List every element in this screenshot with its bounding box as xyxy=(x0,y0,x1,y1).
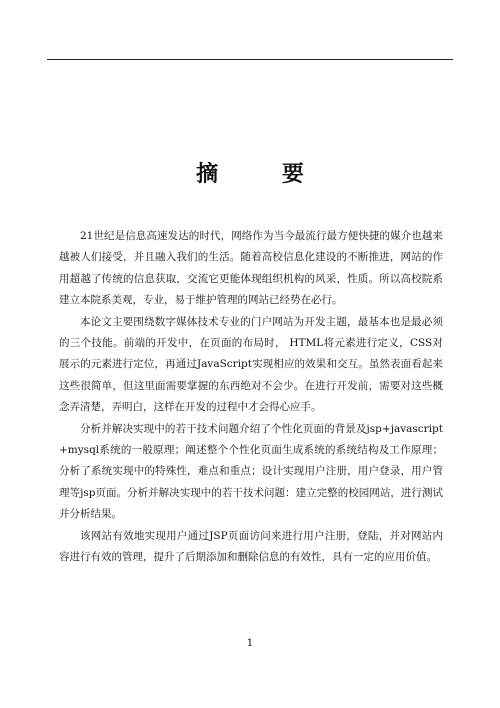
abstract-body xyxy=(59,226,443,569)
abstract-paragraph-1: 21世纪是信息高速发达的时代，网络作为当今最流行最方便快捷的媒介也越来越被人们接受，并且融入我们的生活。随着高校信息化建设的不断推进，网站的作用超越了传统的信息获取，交流它更能体现组织机构的风采，性质。所以高校院系建立本院系美观，专业，易于维护管理的网站已经势在必行。 xyxy=(59,230,443,307)
page-title: 摘 要 xyxy=(196,162,332,187)
abstract-paragraph-3: 分析并解决实现中的若干技术问题介绍了个性化页面的背景及jsp+javascript +mysql系统的一般原理；阐述整个个性化页面生成系统的系统结构及工作原理；分析了系统实现中的特殊性，难点和重点；设计实现用户注册，用户登录，用户管理等jsp页面。分析并解决实现中的若干技术问题：建立完整的校园网站，进行测试并分析结果。 xyxy=(59,422,443,521)
abstract-paragraph-2: 本论文主要围绕数字媒体技术专业的门户网站为开发主题，最基本也是最必须的三个技能。前端的开发中，在页面的布局时， HTML将元素进行定义，CSS对展示的元素进行定位，再通过JavaScript实现相应的效果和交互。虽然表面看起来这些很简单，但这里面需要掌握的东西绝对不会少。在进行开发前，需要对这些概念弄清楚，弄明白，这样在开发的过程中才会得心应手。 xyxy=(59,315,443,414)
page-number: 1 xyxy=(246,637,254,649)
abstract-paragraph-4: 该网站有效地实现用户通过JSP页面访问来进行用户注册，登陆，并对网站内容进行有效的管理，提升了后期添加和删除信息的有效性，具有一定的应用价值。 xyxy=(59,529,443,564)
header-rule xyxy=(47,59,453,60)
